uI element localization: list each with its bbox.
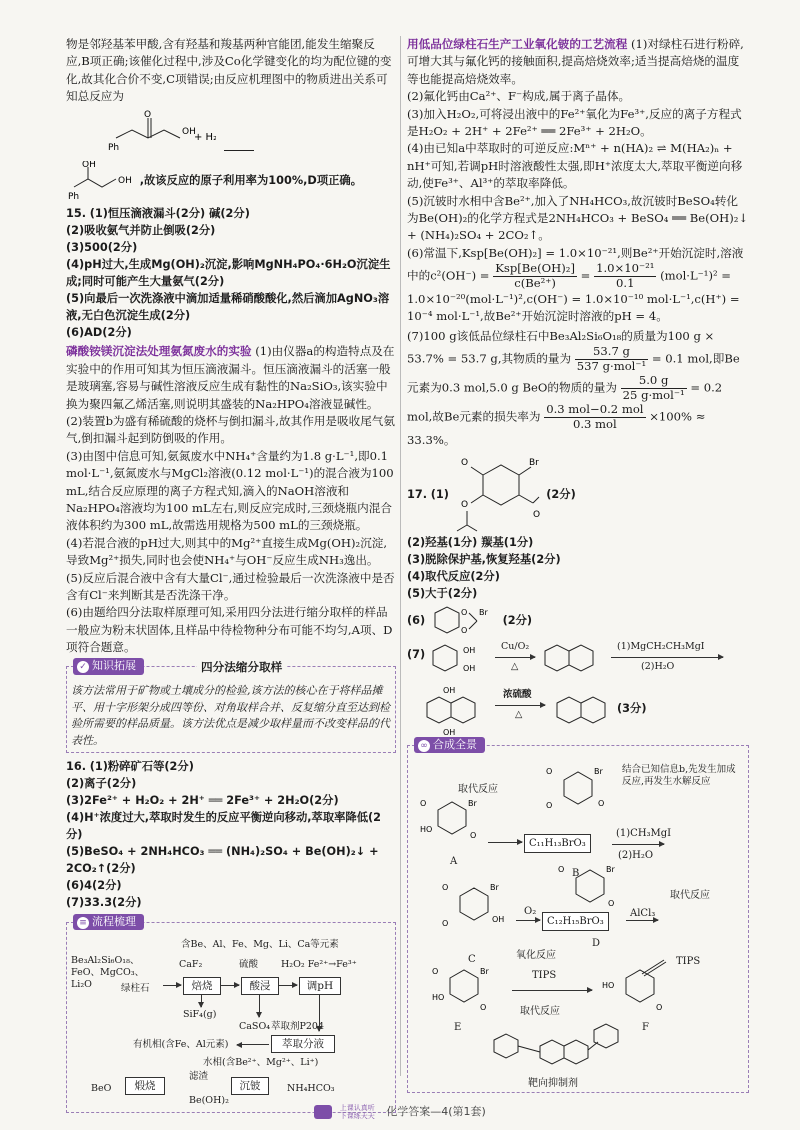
synthesis-overview-box	[407, 737, 749, 1093]
page-label: 化学答案—4(第1套)	[386, 1104, 486, 1118]
q16-line: (5)BeSO₄ + 2NH₄HCO₃ ══ (NH₄)₂SO₄ + Be(OH)₂↓ + 2CO₂↑(2分)	[66, 845, 379, 876]
label-substitution-e: 取代反应	[520, 1005, 560, 1017]
svg-text:O: O	[442, 882, 449, 892]
svg-text:O: O	[460, 625, 468, 635]
svg-text:OH: OH	[118, 175, 132, 186]
flow-sulfuric-acid: 硫酸	[239, 958, 259, 970]
compound-b-structure	[540, 762, 616, 830]
svg-text:OH: OH	[463, 663, 476, 673]
flow-arrow	[201, 995, 202, 1007]
q15-exp-line: (6)由题给四分法取样原理可知,采用四分法进行缩分取样的样品一般应为粉末状固体,且样品中待检物种分布可能不均匀,A项、D项符合题意。	[66, 605, 393, 655]
svg-text:HO: HO	[432, 992, 445, 1002]
grignard-reagent: (1)CH₃MgI	[616, 827, 672, 839]
svg-text:O: O	[546, 800, 553, 810]
flow-ore-name: 绿柱石	[121, 982, 150, 994]
svg-text:O: O	[460, 499, 468, 510]
label-a: A	[450, 855, 458, 867]
svg-text:HO: HO	[602, 980, 615, 990]
naphthalene-structure	[553, 693, 613, 729]
q15-exp-line: (2)装置b为盛有稀硫酸的烧杯与倒扣漏斗,故其作用是吸收尾气氨气,倒扣漏斗起到防倒吸的作用。	[66, 414, 395, 446]
label-c: C	[468, 953, 476, 965]
label-d: D	[592, 937, 601, 949]
tetrol-structure	[423, 685, 483, 737]
arrow-alcl3	[626, 920, 658, 921]
compound-d-structure	[552, 862, 628, 918]
q15-exp-line: (3)由图中信息可知,氨氮废水中NH₄⁺含量约为1.8 g·L⁻¹,即0.1 mol·L⁻¹,氨氮废水与MgCl₂溶液(0.12 mol·L⁻¹)的混合液为100 mL,结合反应原理的离子方程式知,滴入的NaOH溶液和Na₂HPO₄溶液均为100 mL左右,则反应完成时,三颈烧瓶内混合液体积约为300 mL,故需选用规格为500 mL的三颈烧瓶。	[66, 448, 394, 533]
flow-calcine-box: 煅烧	[125, 1077, 165, 1095]
label-target: 靶向抑制剂	[528, 1077, 578, 1089]
overall-arrow	[224, 150, 254, 151]
svg-text:Br: Br	[490, 882, 499, 892]
svg-text:O: O	[598, 798, 605, 808]
intermediate-1: C₁₁H₁₃BrO₃	[524, 834, 591, 853]
svg-text:HO: HO	[420, 824, 433, 834]
product-structure	[66, 161, 136, 201]
knowledge-title: 四分法缩分取样	[197, 659, 286, 676]
flow-sif4: SiF₄(g)	[183, 1008, 217, 1020]
compound-e-structure	[430, 964, 500, 1020]
ksp-value-fraction: $\frac{\text{1.0×10⁻²¹}}{0.1}$	[596, 261, 655, 290]
synthesis-tag: ∞ 合成全景	[414, 737, 485, 754]
overall-reaction	[106, 110, 396, 159]
ksp-fraction: $\frac{\text{Ksp[Be(OH)₂]}}{\text{c(Be²⁺)}}$	[495, 261, 575, 290]
intermediate-2: C₁₂H₁₅BrO₃	[542, 912, 609, 931]
beo-moles-fraction: $\frac{5.0 g}{\text{25 g·mol⁻¹}}$	[622, 372, 685, 402]
dialdehyde-structure	[541, 641, 601, 677]
svg-text:OH: OH	[182, 126, 196, 137]
arrow-grignard	[612, 844, 664, 845]
label-b: B	[572, 867, 580, 879]
flow-organic-phase: 有机相(含Fe、Al元素)	[133, 1038, 229, 1050]
q15-line: (2)吸收氨气并防止倒吸(2分)	[66, 223, 216, 237]
q16-answers: 16. (1)粉碎矿石等(2分)	[66, 760, 194, 774]
svg-text:Br: Br	[594, 766, 603, 776]
tips-reagent: TIPS	[532, 969, 557, 981]
brand-logo	[314, 1105, 332, 1119]
flow-filter-residue: 滤渣	[189, 1070, 209, 1082]
q16-line: (2)离子(2分)	[66, 777, 137, 791]
flow-tag: ≡ 流程梳理	[73, 914, 144, 931]
svg-text:OH: OH	[82, 160, 96, 170]
flow-caf2: CaF₂	[179, 958, 203, 970]
compound-c-structure	[436, 878, 512, 948]
flow-arrow	[163, 985, 181, 986]
q17-structure-1	[453, 455, 543, 535]
svg-text:O: O	[144, 109, 152, 120]
flow-arrow	[221, 985, 239, 986]
q17-line: (2)羟基(1分) 羰基(1分)	[407, 535, 534, 549]
synthesis-pathway	[412, 758, 744, 1088]
flow-caso4: CaSO₄	[239, 1020, 271, 1032]
column-divider	[400, 36, 401, 1076]
label-oxidation: 氧化反应	[516, 949, 556, 961]
q17-line: (4)取代反应(2分)	[407, 569, 500, 583]
q16-exp-line-8: (7)100 g该低品位绿柱石中Be₃Al₂Si₆O₁₈的质量为100 g × 53.7% = 53.7 g,其物质的量为 $\frac{53.7 g}{\text{537 g·mol⁻¹}}$ = 0.1 mol,即Be元素为0.3 mol,5.0 g BeO的物质的量为 $\frac{5.0 g}{\text{25 g·mol⁻¹}}$ = 0.2 mol,故Be元素的损失率为 $\frac{\text{0.3 mol−0.2 mol}}{\text{0.3 mol}}$ ×100% ≈ 33.3%。	[407, 328, 740, 447]
svg-text:O: O	[460, 607, 468, 617]
svg-text:O: O	[470, 830, 477, 840]
intro-paragraph: 物是邻羟基苯甲酸,含有羟基和羧基两种官能团,能发生缩聚反应,B项正确;该催化过程中,涉及Co化学键变化的均为配位键的变化,故其化合价不变,C项错误;由反应机理图中的物质进出关系可知总反应为	[66, 37, 392, 104]
q15-exp-line: (4)若混合液的pH过大,则其中的Mg²⁺直接生成Mg(OH)₂沉淀,导致Mg²⁺损失,同时也会使NH₄⁺与OH⁻反应生成NH₃逸出。	[66, 535, 388, 568]
svg-text:O: O	[460, 457, 468, 468]
svg-text:O: O	[442, 918, 449, 928]
knowledge-tag: ✓ 知识拓展	[73, 658, 144, 675]
label-f: F	[642, 1021, 649, 1033]
arrow-oxidation	[516, 920, 540, 921]
reaction-arrow	[611, 657, 723, 658]
svg-text:OH: OH	[492, 914, 505, 924]
flow-aqueous-phase: 水相(含Be²⁺、Mg²⁺、Li⁺)	[203, 1056, 319, 1068]
grignard-hydrolysis: (2)H₂O	[618, 849, 654, 861]
intro-tail: OH OH Ph ,故该反应的原子利用率为100%,D项正确。	[68, 160, 363, 201]
reaction-arrow	[495, 705, 545, 706]
flow-arrow	[237, 1044, 269, 1045]
q16-exp-line: (5)沉铍时水相中含Be²⁺,加入了NH₄HCO₃,故沉铍时BeSO₄转化为Be(OH)₂的化学方程式是2NH₄HCO₃ + BeSO₄ ══ Be(OH)₂↓ + (NH₄)₂SO₄ + 2CO₂↑。	[407, 193, 749, 243]
knowledge-extension-box	[66, 659, 396, 753]
reaction-arrow	[495, 657, 535, 658]
q16-line: (4)H⁺浓度过大,萃取时发生的反应平衡逆向移动,萃取率降低(2分)	[66, 811, 382, 842]
q15-explanation: 磷酸铵镁沉淀法处理氨氮废水的实验 (1)由仪器a的构造特点及在实验中的作用可知其为恒压滴液漏斗。恒压滴液漏斗的活塞一般是玻璃塞,容易与碱性溶液反应生成有黏性的Na₂SiO₃,该实验中换为聚四氟乙烯活塞,则说明其盛装的Na₂HPO₄溶液显碱性。	[66, 344, 395, 411]
svg-text:OH: OH	[443, 727, 456, 737]
q15-line: (6)AD(2分)	[66, 325, 132, 339]
svg-text:Ph: Ph	[68, 191, 80, 201]
q17-line: (3)脱除保护基,恢复羟基(2分)	[407, 552, 561, 566]
svg-text:Br: Br	[468, 798, 477, 808]
page-footer	[0, 1104, 800, 1121]
q15-line: (4)pH过大,生成Mg(OH)₂沉淀,影响MgNH₄PO₄·6H₂O沉淀生成;同时可能产生大量氨气(2分)	[66, 257, 391, 288]
label-substitution-d: 取代反应	[670, 889, 710, 901]
tips-label-f: TIPS	[676, 955, 701, 967]
loss-rate-fraction: $\frac{\text{0.3 mol−0.2 mol}}{\text{0.3 mol}}$	[546, 401, 644, 431]
svg-text:O: O	[432, 966, 439, 976]
q15-exp-line: (5)反应后混合液中含有大量Cl⁻,通过检验最后一次洗涤液中是否含有Cl⁻来判断其是否洗涤干净。	[66, 570, 395, 602]
svg-text:Br: Br	[480, 966, 489, 976]
diol-structure	[429, 641, 489, 677]
target-inhibitor-structure	[484, 1020, 634, 1076]
flow-ore-composition: Be₃Al₂Si₆O₁₈、FeO、MgCO₃、Li₂O	[71, 954, 145, 990]
svg-text:O: O	[558, 864, 565, 874]
flow-beo: BeO	[91, 1082, 112, 1094]
svg-text:+ H₂: + H₂	[194, 131, 216, 143]
svg-text:O: O	[546, 766, 553, 776]
flow-h2o2: H₂O₂ Fe²⁺→Fe³⁺	[281, 958, 357, 970]
q16-line: (3)2Fe²⁺ + H₂O₂ + 2H⁺ ══ 2Fe³⁺ + 2H₂O(2分)	[66, 794, 339, 808]
check-icon: ✓	[77, 661, 89, 673]
info-note: 结合已知信息b,先发生加成反应,再发生水解反应	[622, 763, 736, 787]
flow-ph-box: 调pH	[299, 977, 341, 995]
q16-exp-line: 1.0×10⁻²⁰(mol·L⁻¹)²,c(OH⁻) = 1.0×10⁻¹⁰ mol·L⁻¹,c(H⁺) = 10⁻⁴ mol·L⁻¹,故Be²⁺开始沉淀时溶液的pH = 4。	[407, 291, 740, 324]
left-column	[66, 36, 396, 1118]
q16-exp-line: (4)由已知a中萃取时的可逆反应:Mⁿ⁺ + n(HA)₂ ⇌ M(HA₂)ₙ + nH⁺可知,若调pH时溶液酸性太强,即H⁺浓度太大,萃取平衡逆向移动,使Fe³⁺、Al³⁺的萃取率降低。	[407, 141, 743, 191]
right-column	[407, 36, 749, 1098]
q17-answer-7: (7) OH OH Cu/O₂ △ (1)MgCH₂CH₃MgI (2)H₂O OH OH 浓硫酸 △ (3分)	[407, 641, 749, 737]
q16-line: (7)33.3(2分)	[66, 895, 142, 909]
q17-line: (5)大于(2分)	[407, 586, 478, 600]
svg-text:Ph: Ph	[108, 142, 120, 153]
flow-roast-box: 焙烧	[183, 977, 221, 995]
svg-text:O: O	[420, 798, 427, 808]
flow-extractant: 萃取剂P204	[271, 1020, 325, 1032]
flow-arrow	[319, 995, 320, 1031]
svg-text:Br: Br	[478, 607, 488, 617]
oxygen-reagent: O₂	[524, 905, 537, 917]
flow-extract-box: 萃取分液	[271, 1035, 335, 1053]
compound-a-structure	[420, 796, 490, 852]
arrow-a-to-inter	[488, 842, 522, 843]
flow-arrow	[279, 985, 297, 986]
flow-beoh2: Be(OH)₂	[189, 1094, 229, 1106]
flow-precip-box: 沉铍	[231, 1077, 269, 1095]
brand-slogan: 上课认真听 下课练天天	[339, 1103, 375, 1120]
flow-leach-box: 酸浸	[241, 977, 279, 995]
label-substitution-a: 取代反应	[458, 783, 498, 795]
flow-nh4hco3: NH₄HCO₃	[287, 1082, 335, 1094]
svg-text:OH: OH	[443, 685, 456, 695]
svg-text:Br: Br	[528, 457, 539, 468]
svg-text:Br: Br	[606, 864, 615, 874]
reactant-structure	[106, 110, 216, 154]
q15-line: (3)500(2分)	[66, 240, 138, 254]
knowledge-text: 该方法常用于矿物或土壤成分的检验,该方法的核心在于将样品摊平、用十字形架分成四等份、对角取样合并、反复缩分直至达到检验所需要的样品质量。该方法优点是减少取样量而不改变样品的代表性。	[71, 684, 390, 747]
svg-text:O: O	[532, 509, 540, 520]
q15-answers: 15. (1)恒压滴液漏斗(2分) 碱(2分)	[66, 206, 250, 220]
q16-explanation: 用低品位绿柱石生产工业氧化铍的工艺流程 (1)对绿柱石进行粉碎,可增大其与氟化钙的接触面积,提高焙烧效率;适当提高焙烧的温度等也能提高焙烧效率。	[407, 37, 744, 86]
flow-icon: ≡	[77, 917, 89, 929]
svg-text:O: O	[608, 898, 615, 908]
svg-text:OH: OH	[463, 645, 476, 655]
arrow-alkynylation	[512, 990, 592, 991]
label-e: E	[454, 1021, 462, 1033]
flow-elements-note: 含Be、Al、Fe、Mg、Li、Ca等元素	[181, 938, 339, 950]
link-icon: ∞	[418, 740, 430, 752]
flow-arrow	[259, 995, 260, 1017]
q16-exp-line: (3)加入H₂O₂,可将浸出液中的Fe²⁺氧化为Fe³⁺,反应的离子方程式是H₂O₂ + 2H⁺ + 2Fe²⁺ ══ 2Fe³⁺ + 2H₂O。	[407, 106, 742, 138]
q16-exp-line-6: (6)常温下,Ksp[Be(OH)₂] = 1.0×10⁻²¹,则Be²⁺开始沉淀时,溶液中的c²(OH⁻) = $\frac{\text{Ksp[Be(OH)₂]}}{\text{c(Be²⁺)}}$ = $\frac{\text{1.0×10⁻²¹}}{0.1}$ (mol·L⁻¹)² =	[407, 245, 744, 290]
q17-answer-1: 17. (1) Br O O O (2分)	[407, 455, 749, 535]
alcl3-reagent: AlCl₃	[630, 907, 656, 919]
q16-line: (6)4(2分)	[66, 879, 122, 893]
svg-text:O: O	[656, 1002, 663, 1012]
flow-diagram	[71, 939, 391, 1109]
q16-exp-line: (2)氟化钙由Ca²⁺、F⁻构成,属于离子晶体。	[407, 89, 631, 104]
moles-fraction: $\frac{53.7 g}{\text{537 g·mol⁻¹}}$	[576, 344, 647, 373]
q15-line: (5)向最后一次洗涤液中滴加适量稀硝酸酸化,然后滴加AgNO₃溶液,无白色沉淀生成(2分)	[66, 291, 390, 322]
svg-text:O: O	[480, 1002, 487, 1012]
flow-box	[66, 914, 396, 1113]
q17-structure-6	[429, 603, 499, 639]
q17-answer-6: (6) O O Br (2分)	[407, 603, 749, 639]
